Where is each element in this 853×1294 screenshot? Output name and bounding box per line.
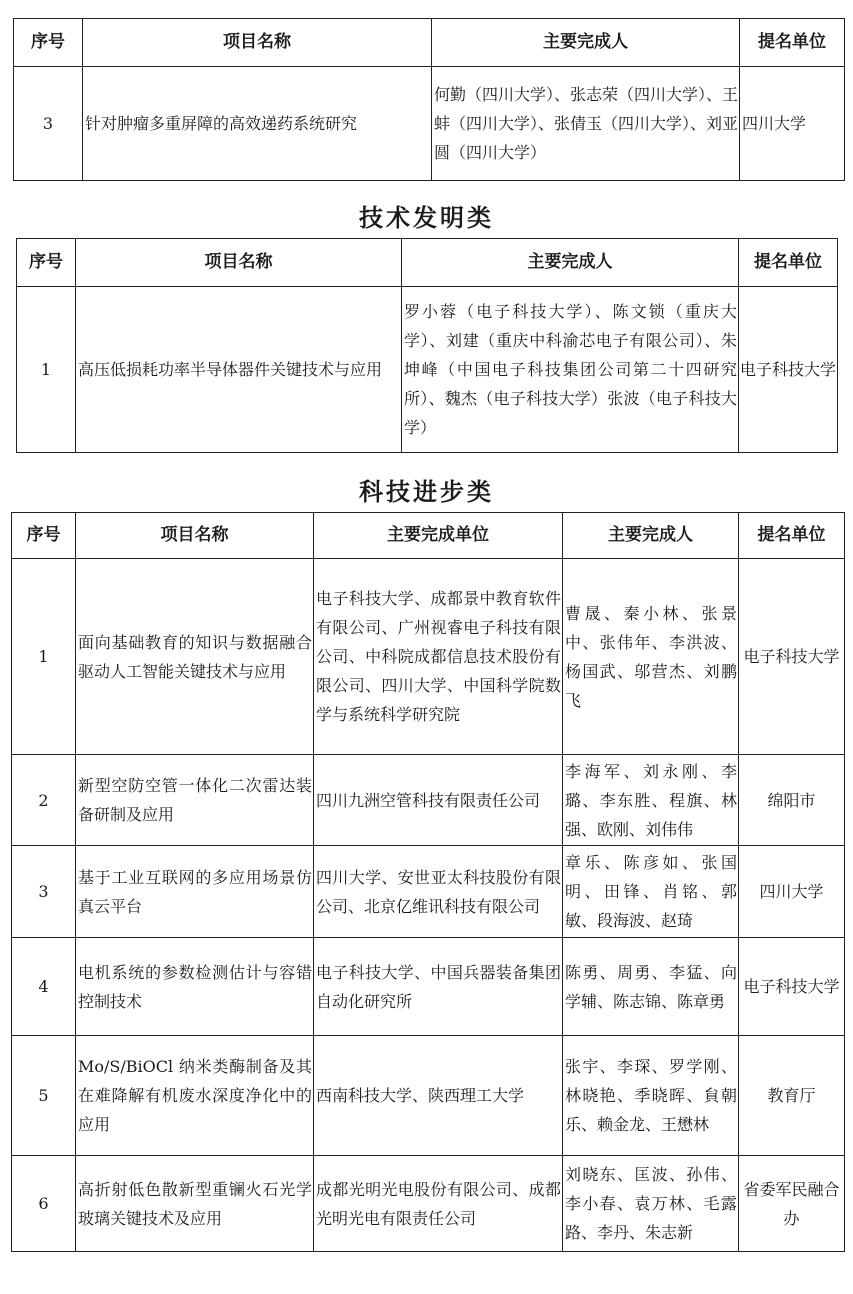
table-row <box>12 1036 845 1156</box>
header-nominator: 提名单位 <box>739 513 845 559</box>
row-persons: 张宇、李琛、罗学刚、林晓艳、季晓晖、貟朝乐、赖金龙、王懋林 <box>563 1036 739 1156</box>
table-row <box>12 559 845 755</box>
header-persons: 主要完成人 <box>432 19 740 67</box>
header-nominator: 提名单位 <box>740 19 845 67</box>
row-persons: 陈勇、周勇、李猛、向学辅、陈志锦、陈章勇 <box>563 938 739 1036</box>
row-units: 电子科技大学、中国兵器装备集团自动化研究所 <box>314 938 563 1036</box>
header-units: 主要完成单位 <box>314 513 563 559</box>
row-no: 5 <box>12 1036 76 1156</box>
table-row <box>12 755 845 846</box>
row-project-name: 基于工业互联网的多应用场景仿真云平台 <box>76 846 314 938</box>
header-project-name: 项目名称 <box>76 239 402 287</box>
table-row <box>12 938 845 1036</box>
row-project-name: 电机系统的参数检测估计与容错控制技术 <box>76 938 314 1036</box>
table-row <box>14 67 845 181</box>
table-row <box>17 287 838 453</box>
awards-table-continued <box>13 18 845 181</box>
table-header-row <box>17 239 838 287</box>
header-nominator: 提名单位 <box>739 239 838 287</box>
row-nominator: 四川大学 <box>740 67 845 181</box>
row-nominator: 省委军民融合办 <box>739 1156 845 1252</box>
row-no: 3 <box>12 846 76 938</box>
section-title-progress: 科技进步类 <box>359 477 494 506</box>
row-project-name: 针对肿瘤多重屏障的高效递药系统研究 <box>83 67 432 181</box>
row-no: 3 <box>14 67 83 181</box>
section-title-invention: 技术发明类 <box>359 203 494 232</box>
row-persons: 刘晓东、匡波、孙伟、李小春、袁万林、毛露路、李丹、朱志新 <box>563 1156 739 1252</box>
row-units: 四川大学、安世亚太科技股份有限公司、北京亿维讯科技有限公司 <box>314 846 563 938</box>
row-nominator: 教育厅 <box>739 1036 845 1156</box>
row-no: 1 <box>17 287 76 453</box>
row-project-name: 新型空防空管一体化二次雷达装备研制及应用 <box>76 755 314 846</box>
table-row <box>12 846 845 938</box>
row-no: 6 <box>12 1156 76 1252</box>
invention-awards-table <box>16 238 838 453</box>
row-no: 2 <box>12 755 76 846</box>
table-row <box>12 1156 845 1252</box>
row-nominator: 绵阳市 <box>739 755 845 846</box>
table-header-row <box>12 513 845 559</box>
row-nominator: 电子科技大学 <box>739 287 838 453</box>
header-no: 序号 <box>12 513 76 559</box>
row-persons: 曹晟、秦小林、张景中、张伟年、李洪波、杨国武、邬营杰、刘鹏飞 <box>563 559 739 755</box>
row-nominator: 四川大学 <box>739 846 845 938</box>
row-no: 1 <box>12 559 76 755</box>
row-units: 四川九洲空管科技有限责任公司 <box>314 755 563 846</box>
row-project-name: 高压低损耗功率半导体器件关键技术与应用 <box>76 287 402 453</box>
row-nominator: 电子科技大学 <box>739 559 845 755</box>
row-persons: 李海军、刘永刚、李璐、李东胜、程旗、林强、欧刚、刘伟伟 <box>563 755 739 846</box>
header-persons: 主要完成人 <box>563 513 739 559</box>
row-no: 4 <box>12 938 76 1036</box>
header-no: 序号 <box>14 19 83 67</box>
row-persons: 何勤（四川大学）、张志荣（四川大学）、王蚌（四川大学）、张倩玉（四川大学）、刘亚圆（四川大学） <box>432 67 740 181</box>
row-units: 成都光明光电股份有限公司、成都光明光电有限责任公司 <box>314 1156 563 1252</box>
row-project-name: 面向基础教育的知识与数据融合驱动人工智能关键技术与应用 <box>76 559 314 755</box>
row-nominator: 电子科技大学 <box>739 938 845 1036</box>
progress-awards-table <box>11 512 845 1252</box>
row-project-name: 高折射低色散新型重镧火石光学玻璃关键技术及应用 <box>76 1156 314 1252</box>
header-project-name: 项目名称 <box>83 19 432 67</box>
header-persons: 主要完成人 <box>402 239 739 287</box>
header-project-name: 项目名称 <box>76 513 314 559</box>
row-units: 西南科技大学、陕西理工大学 <box>314 1036 563 1156</box>
row-persons: 章乐、陈彦如、张国明、田锋、肖铭、郭敏、段海波、赵琦 <box>563 846 739 938</box>
header-no: 序号 <box>17 239 76 287</box>
row-project-name: Mo/S/BiOCl 纳米类酶制备及其在难降解有机废水深度净化中的应用 <box>76 1036 314 1156</box>
row-units: 电子科技大学、成都景中教育软件有限公司、广州视睿电子科技有限公司、中科院成都信息技术股份有限公司、四川大学、中国科学院数学与系统科学研究院 <box>314 559 563 755</box>
table-header-row <box>14 19 845 67</box>
row-persons: 罗小蓉（电子科技大学）、陈文锁（重庆大学）、刘建（重庆中科渝芯电子有限公司）、朱坤峰（中国电子科技集团公司第二十四研究所）、魏杰（电子科技大学）张波（电子科技大学） <box>402 287 739 453</box>
